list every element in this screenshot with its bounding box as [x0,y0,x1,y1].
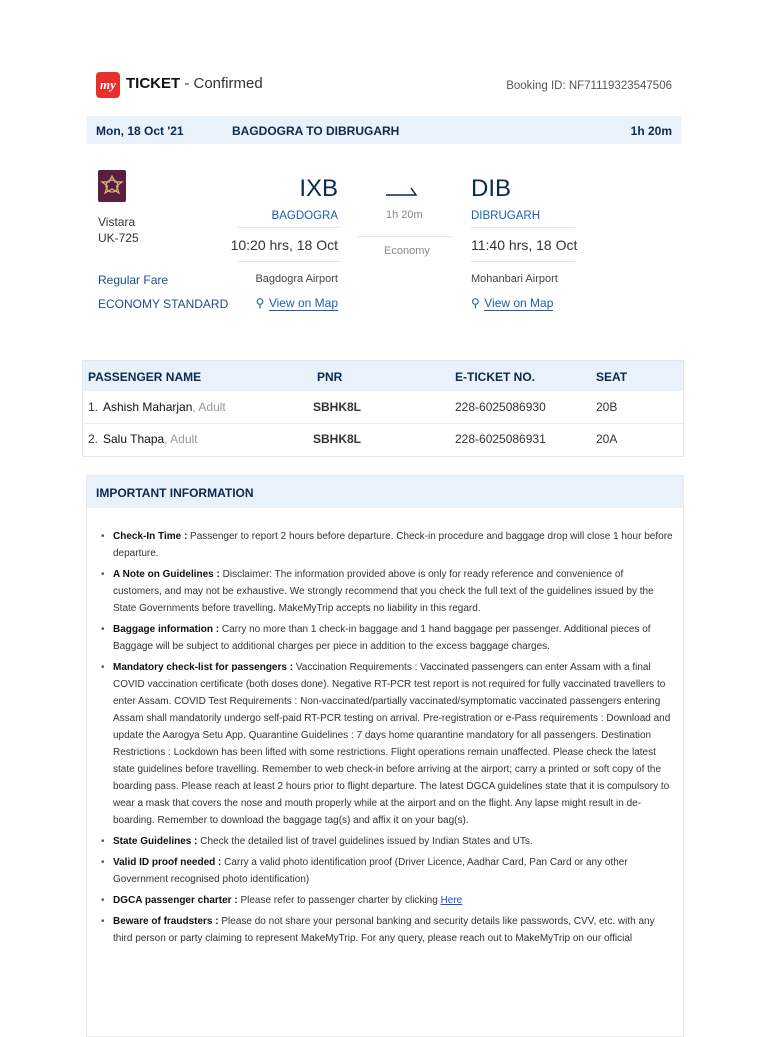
origin-code: IXB [299,175,338,202]
item-text: Carry a valid photo identification proof (Driver Licence, Aadhar Card, Pan Card or any other Government recognised photo identification) [113,857,628,885]
list-item [113,892,673,909]
passenger-pnr: SBHK8L [313,432,362,446]
origin-time: 10:20 hrs, 18 Oct [230,237,338,253]
header-seat: SEAT [596,370,628,384]
important-information-title: IMPORTANT INFORMATION [96,486,254,500]
list-item [113,621,673,655]
ticket-status: - Confirmed [180,75,263,92]
important-information-list [87,528,673,951]
header-pnr: PNR [317,370,343,384]
item-text: Carry no more than 1 check-in baggage and 1 hand baggage per passenger. Additional pieces of Baggage will be subject to additional charges per piece in addition to the excess baggage charges. [113,624,651,652]
journey-duration: 1h 20m [630,124,672,138]
map-pin-icon: ⚲ [471,296,480,310]
list-item [113,854,673,888]
journey-date: Mon, 18 Oct '21 [96,124,184,138]
table-row [83,392,683,424]
destination-divider [471,227,575,228]
passenger-index: 2. [88,432,99,446]
list-item [113,833,673,850]
ticket-title-strong: TICKET [126,75,181,92]
table-row [83,424,683,455]
vistara-logo-icon [98,170,126,202]
destination-map-link[interactable] [471,294,553,312]
passenger-name [103,400,226,414]
destination-time: 11:40 hrs, 18 Oct [471,237,578,253]
booking-id: Booking ID: NF71119323547506 [506,80,672,92]
header-eticket: E-TICKET NO. [455,370,535,384]
item-text: Please refer to passenger charter by clicking [237,895,441,906]
item-label: A Note on Guidelines : [113,569,220,580]
journey-route: BAGDOGRA TO DIBRUGARH [232,124,400,138]
origin-map-link[interactable] [256,294,338,312]
destination-airport: Mohanbari Airport [471,273,558,285]
header-passenger-name: PASSENGER NAME [88,370,202,384]
fare-type: Regular Fare [98,273,169,287]
passenger-pnr: SBHK8L [313,400,362,414]
passenger-table-header [83,361,683,391]
middle-class: Economy [384,245,430,257]
passenger-seat: 20B [596,400,618,414]
passenger-name-text: Ashish Maharjan [103,400,193,414]
item-label: Valid ID proof needed : [113,857,222,868]
passenger-table [82,360,684,457]
important-information-panel [86,475,684,1037]
passenger-seat: 20A [596,432,618,446]
destination-map-label: View on Map [484,296,554,310]
destination-code: DIB [471,175,512,202]
ticket-title [126,75,263,92]
origin-city: BAGDOGRA [271,210,338,222]
list-item [113,913,673,947]
makemytrip-logo: my [96,72,120,98]
flight-number: UK-725 [98,231,139,245]
item-label: Beware of fraudsters : [113,916,219,927]
item-text: Check the detailed list of travel guidelines issued by Indian States and UTs. [197,836,533,847]
origin-airport: Bagdogra Airport [255,273,338,285]
passenger-type: , Adult [164,432,198,446]
list-item [113,566,673,617]
item-text: Vaccination Requirements : Vaccinated passengers can enter Assam with a final COVID vaccination certificate (both doses done). Negative RT-PCR test report is not required for fully vaccinated travellers to enter Assam. COVID Test Requirements : Non-vaccinated/partially vaccinated/symptomatic vaccinated passengers entering Assam shall mandatorily undergo self-paid RT-PCR testing on arrival. Pre-registration or e-Pass requirements : Download and update the Aarogya Setu App. Quarantine Guidelines : 7 days home quarantine mandatory for all passengers. Destination Restrictions : Lockdown has been lifted with some restrictions. Flight operations remain unaffected. Please check the latest state guidelines before travelling. Remember to web check-in before arriving at the airport; carry a printed or soft copy of the boarding pass. Please reach at least 2 hours prior to flight departure. The latest DGCA guidelines state that it is compulsory to wear a mask that covers the nose and mouth properly while at the airport and on the flight. Any lapse might result in de-boarding. Remember to download the baggage tag(s) and affix it on your bag(s). [113,662,671,826]
item-label: Baggage information : [113,624,220,635]
passenger-name-text: Salu Thapa [103,432,165,446]
middle-divider [357,236,453,237]
important-information-header [87,476,683,508]
item-text: Please do not share your personal banking and security details like passwords, CVV, etc. with any third person or party claiming to represent MakeMyTrip. For any query, please reach out to MakeMyTrip on our official [113,916,655,944]
origin-map-label: View on Map [268,296,338,310]
item-text: Disclaimer: The information provided above is only for ready reference and convenience of customers, and may not be exhaustive. We strongly recommend that you check the full text of the guidelines issued by the State Governments before travelling. MakeMyTrip accepts no liability in this regard. [113,569,654,614]
item-label: Mandatory check-list for passengers : [113,662,294,673]
charter-here-link[interactable]: Here [440,895,463,906]
map-pin-icon: ⚲ [255,296,265,310]
item-label: State Guidelines : [113,836,198,847]
passenger-eticket: 228-6025086931 [455,432,546,446]
origin-divider-2 [237,261,341,262]
item-label: DGCA passenger charter : [113,895,238,906]
item-label: Check-In Time : [113,531,188,542]
flight-arrow-icon [386,182,418,203]
passenger-type: , Adult [192,400,226,414]
middle-duration: 1h 20m [386,209,423,221]
origin-divider [237,227,341,228]
passenger-eticket: 228-6025086930 [455,400,546,414]
item-text: Passenger to report 2 hours before departure. Check-in procedure and baggage drop will close 1 hour before departure. [113,531,673,559]
passenger-index: 1. [88,400,99,414]
airline-name: Vistara [98,215,136,229]
cabin-class: ECONOMY STANDARD [98,297,229,311]
destination-city: DIBRUGARH [471,210,541,222]
destination-divider-2 [471,261,575,262]
list-item [113,528,673,562]
passenger-name [103,432,198,446]
list-item [113,659,673,829]
journey-bar [87,116,681,144]
